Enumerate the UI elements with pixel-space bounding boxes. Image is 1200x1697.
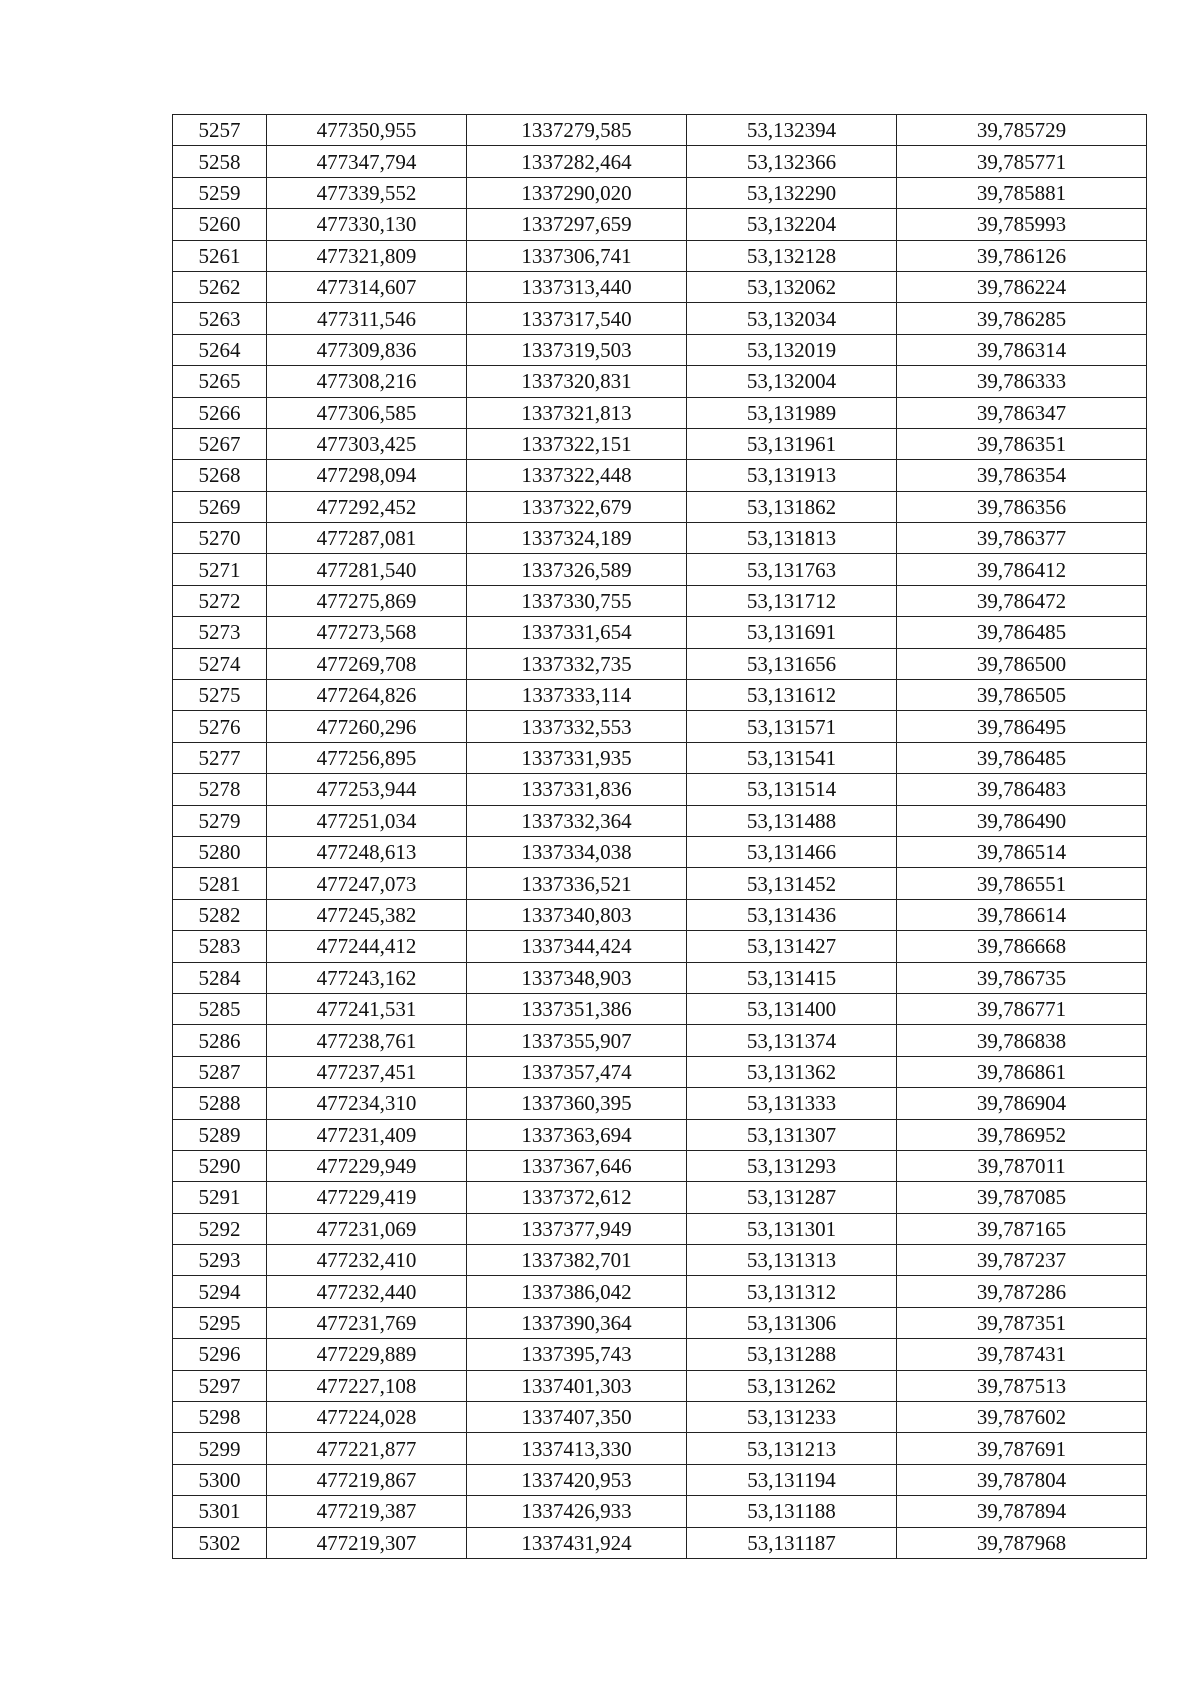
point-number-cell: 5275 <box>173 680 267 711</box>
x-coordinate-cell: 477231,409 <box>267 1119 467 1150</box>
table-row <box>173 742 1147 773</box>
longitude-cell: 39,786224 <box>897 271 1147 302</box>
y-coordinate-cell: 1337331,654 <box>467 617 687 648</box>
y-coordinate-cell: 1337279,585 <box>467 115 687 146</box>
y-coordinate-cell: 1337344,424 <box>467 931 687 962</box>
latitude-cell: 53,131712 <box>687 585 897 616</box>
table-row <box>173 1527 1147 1558</box>
longitude-cell: 39,786771 <box>897 993 1147 1024</box>
y-coordinate-cell: 1337363,694 <box>467 1119 687 1150</box>
point-number-cell: 5263 <box>173 303 267 334</box>
latitude-cell: 53,131287 <box>687 1182 897 1213</box>
y-coordinate-cell: 1337290,020 <box>467 177 687 208</box>
point-number-cell: 5291 <box>173 1182 267 1213</box>
table-row <box>173 1150 1147 1181</box>
x-coordinate-cell: 477273,568 <box>267 617 467 648</box>
longitude-cell: 39,786333 <box>897 366 1147 397</box>
latitude-cell: 53,131415 <box>687 962 897 993</box>
point-number-cell: 5264 <box>173 334 267 365</box>
x-coordinate-cell: 477309,836 <box>267 334 467 365</box>
latitude-cell: 53,131571 <box>687 711 897 742</box>
x-coordinate-cell: 477251,034 <box>267 805 467 836</box>
y-coordinate-cell: 1337322,151 <box>467 428 687 459</box>
x-coordinate-cell: 477281,540 <box>267 554 467 585</box>
y-coordinate-cell: 1337322,448 <box>467 460 687 491</box>
longitude-cell: 39,787513 <box>897 1370 1147 1401</box>
latitude-cell: 53,132062 <box>687 271 897 302</box>
x-coordinate-cell: 477232,410 <box>267 1245 467 1276</box>
x-coordinate-cell: 477219,387 <box>267 1496 467 1527</box>
longitude-cell: 39,785771 <box>897 146 1147 177</box>
y-coordinate-cell: 1337386,042 <box>467 1276 687 1307</box>
latitude-cell: 53,131541 <box>687 742 897 773</box>
x-coordinate-cell: 477247,073 <box>267 868 467 899</box>
y-coordinate-cell: 1337420,953 <box>467 1464 687 1495</box>
latitude-cell: 53,132394 <box>687 115 897 146</box>
point-number-cell: 5257 <box>173 115 267 146</box>
x-coordinate-cell: 477308,216 <box>267 366 467 397</box>
y-coordinate-cell: 1337382,701 <box>467 1245 687 1276</box>
y-coordinate-cell: 1337401,303 <box>467 1370 687 1401</box>
table-row <box>173 1276 1147 1307</box>
longitude-cell: 39,786551 <box>897 868 1147 899</box>
x-coordinate-cell: 477229,889 <box>267 1339 467 1370</box>
table-row <box>173 962 1147 993</box>
latitude-cell: 53,132128 <box>687 240 897 271</box>
x-coordinate-cell: 477234,310 <box>267 1088 467 1119</box>
x-coordinate-cell: 477264,826 <box>267 680 467 711</box>
longitude-cell: 39,786904 <box>897 1088 1147 1119</box>
longitude-cell: 39,786285 <box>897 303 1147 334</box>
latitude-cell: 53,131262 <box>687 1370 897 1401</box>
latitude-cell: 53,131913 <box>687 460 897 491</box>
table-row <box>173 899 1147 930</box>
point-number-cell: 5272 <box>173 585 267 616</box>
y-coordinate-cell: 1337367,646 <box>467 1150 687 1181</box>
table-row <box>173 1402 1147 1433</box>
point-number-cell: 5286 <box>173 1025 267 1056</box>
longitude-cell: 39,786614 <box>897 899 1147 930</box>
table-row <box>173 523 1147 554</box>
point-number-cell: 5287 <box>173 1056 267 1087</box>
longitude-cell: 39,787085 <box>897 1182 1147 1213</box>
longitude-cell: 39,786356 <box>897 491 1147 522</box>
longitude-cell: 39,786861 <box>897 1056 1147 1087</box>
x-coordinate-cell: 477260,296 <box>267 711 467 742</box>
point-number-cell: 5259 <box>173 177 267 208</box>
y-coordinate-cell: 1337357,474 <box>467 1056 687 1087</box>
latitude-cell: 53,131374 <box>687 1025 897 1056</box>
longitude-cell: 39,786472 <box>897 585 1147 616</box>
point-number-cell: 5269 <box>173 491 267 522</box>
table-row <box>173 585 1147 616</box>
longitude-cell: 39,786514 <box>897 836 1147 867</box>
latitude-cell: 53,131362 <box>687 1056 897 1087</box>
longitude-cell: 39,786500 <box>897 648 1147 679</box>
point-number-cell: 5281 <box>173 868 267 899</box>
point-number-cell: 5266 <box>173 397 267 428</box>
point-number-cell: 5267 <box>173 428 267 459</box>
table-row <box>173 146 1147 177</box>
latitude-cell: 53,131514 <box>687 774 897 805</box>
longitude-cell: 39,786347 <box>897 397 1147 428</box>
longitude-cell: 39,787351 <box>897 1307 1147 1338</box>
table-row <box>173 1119 1147 1150</box>
point-number-cell: 5273 <box>173 617 267 648</box>
longitude-cell: 39,786735 <box>897 962 1147 993</box>
point-number-cell: 5265 <box>173 366 267 397</box>
x-coordinate-cell: 477238,761 <box>267 1025 467 1056</box>
y-coordinate-cell: 1337390,364 <box>467 1307 687 1338</box>
y-coordinate-cell: 1337372,612 <box>467 1182 687 1213</box>
latitude-cell: 53,131301 <box>687 1213 897 1244</box>
coordinates-table-body <box>173 115 1147 1559</box>
table-row <box>173 271 1147 302</box>
longitude-cell: 39,787165 <box>897 1213 1147 1244</box>
longitude-cell: 39,785993 <box>897 209 1147 240</box>
latitude-cell: 53,132034 <box>687 303 897 334</box>
x-coordinate-cell: 477253,944 <box>267 774 467 805</box>
table-row <box>173 993 1147 1024</box>
longitude-cell: 39,786351 <box>897 428 1147 459</box>
table-row <box>173 931 1147 962</box>
point-number-cell: 5282 <box>173 899 267 930</box>
table-row <box>173 554 1147 585</box>
point-number-cell: 5261 <box>173 240 267 271</box>
x-coordinate-cell: 477347,794 <box>267 146 467 177</box>
table-row <box>173 460 1147 491</box>
latitude-cell: 53,131691 <box>687 617 897 648</box>
x-coordinate-cell: 477311,546 <box>267 303 467 334</box>
latitude-cell: 53,131188 <box>687 1496 897 1527</box>
table-row <box>173 1464 1147 1495</box>
longitude-cell: 39,787968 <box>897 1527 1147 1558</box>
x-coordinate-cell: 477245,382 <box>267 899 467 930</box>
x-coordinate-cell: 477339,552 <box>267 177 467 208</box>
longitude-cell: 39,786314 <box>897 334 1147 365</box>
table-row <box>173 805 1147 836</box>
longitude-cell: 39,786505 <box>897 680 1147 711</box>
x-coordinate-cell: 477227,108 <box>267 1370 467 1401</box>
point-number-cell: 5274 <box>173 648 267 679</box>
longitude-cell: 39,786495 <box>897 711 1147 742</box>
y-coordinate-cell: 1337426,933 <box>467 1496 687 1527</box>
point-number-cell: 5294 <box>173 1276 267 1307</box>
y-coordinate-cell: 1337306,741 <box>467 240 687 271</box>
latitude-cell: 53,131313 <box>687 1245 897 1276</box>
longitude-cell: 39,786668 <box>897 931 1147 962</box>
longitude-cell: 39,786126 <box>897 240 1147 271</box>
latitude-cell: 53,132290 <box>687 177 897 208</box>
y-coordinate-cell: 1337331,935 <box>467 742 687 773</box>
point-number-cell: 5258 <box>173 146 267 177</box>
latitude-cell: 53,131312 <box>687 1276 897 1307</box>
x-coordinate-cell: 477241,531 <box>267 993 467 1024</box>
table-row <box>173 711 1147 742</box>
x-coordinate-cell: 477231,069 <box>267 1213 467 1244</box>
latitude-cell: 53,131293 <box>687 1150 897 1181</box>
latitude-cell: 53,131961 <box>687 428 897 459</box>
point-number-cell: 5271 <box>173 554 267 585</box>
point-number-cell: 5278 <box>173 774 267 805</box>
table-row <box>173 774 1147 805</box>
y-coordinate-cell: 1337395,743 <box>467 1339 687 1370</box>
latitude-cell: 53,131466 <box>687 836 897 867</box>
y-coordinate-cell: 1337326,589 <box>467 554 687 585</box>
table-row <box>173 303 1147 334</box>
point-number-cell: 5283 <box>173 931 267 962</box>
table-row <box>173 177 1147 208</box>
y-coordinate-cell: 1337334,038 <box>467 836 687 867</box>
x-coordinate-cell: 477219,867 <box>267 1464 467 1495</box>
table-row <box>173 1370 1147 1401</box>
point-number-cell: 5289 <box>173 1119 267 1150</box>
table-row <box>173 366 1147 397</box>
point-number-cell: 5301 <box>173 1496 267 1527</box>
latitude-cell: 53,131233 <box>687 1402 897 1433</box>
table-row <box>173 648 1147 679</box>
longitude-cell: 39,787691 <box>897 1433 1147 1464</box>
x-coordinate-cell: 477221,877 <box>267 1433 467 1464</box>
y-coordinate-cell: 1337320,831 <box>467 366 687 397</box>
x-coordinate-cell: 477298,094 <box>267 460 467 491</box>
y-coordinate-cell: 1337330,755 <box>467 585 687 616</box>
x-coordinate-cell: 477248,613 <box>267 836 467 867</box>
x-coordinate-cell: 477224,028 <box>267 1402 467 1433</box>
latitude-cell: 53,132204 <box>687 209 897 240</box>
latitude-cell: 53,131306 <box>687 1307 897 1338</box>
latitude-cell: 53,132019 <box>687 334 897 365</box>
longitude-cell: 39,785729 <box>897 115 1147 146</box>
longitude-cell: 39,786952 <box>897 1119 1147 1150</box>
y-coordinate-cell: 1337331,836 <box>467 774 687 805</box>
latitude-cell: 53,132366 <box>687 146 897 177</box>
latitude-cell: 53,131989 <box>687 397 897 428</box>
x-coordinate-cell: 477275,869 <box>267 585 467 616</box>
latitude-cell: 53,131436 <box>687 899 897 930</box>
y-coordinate-cell: 1337282,464 <box>467 146 687 177</box>
longitude-cell: 39,786412 <box>897 554 1147 585</box>
latitude-cell: 53,131427 <box>687 931 897 962</box>
table-row <box>173 209 1147 240</box>
y-coordinate-cell: 1337348,903 <box>467 962 687 993</box>
table-row <box>173 1213 1147 1244</box>
x-coordinate-cell: 477292,452 <box>267 491 467 522</box>
y-coordinate-cell: 1337321,813 <box>467 397 687 428</box>
point-number-cell: 5295 <box>173 1307 267 1338</box>
point-number-cell: 5288 <box>173 1088 267 1119</box>
latitude-cell: 53,132004 <box>687 366 897 397</box>
table-row <box>173 680 1147 711</box>
table-row <box>173 868 1147 899</box>
table-row <box>173 491 1147 522</box>
y-coordinate-cell: 1337297,659 <box>467 209 687 240</box>
table-row <box>173 428 1147 459</box>
y-coordinate-cell: 1337322,679 <box>467 491 687 522</box>
longitude-cell: 39,787286 <box>897 1276 1147 1307</box>
latitude-cell: 53,131333 <box>687 1088 897 1119</box>
x-coordinate-cell: 477269,708 <box>267 648 467 679</box>
longitude-cell: 39,786354 <box>897 460 1147 491</box>
point-number-cell: 5285 <box>173 993 267 1024</box>
latitude-cell: 53,131813 <box>687 523 897 554</box>
table-row <box>173 617 1147 648</box>
x-coordinate-cell: 477256,895 <box>267 742 467 773</box>
latitude-cell: 53,131187 <box>687 1527 897 1558</box>
longitude-cell: 39,787011 <box>897 1150 1147 1181</box>
y-coordinate-cell: 1337319,503 <box>467 334 687 365</box>
y-coordinate-cell: 1337377,949 <box>467 1213 687 1244</box>
point-number-cell: 5296 <box>173 1339 267 1370</box>
longitude-cell: 39,786485 <box>897 742 1147 773</box>
table-row <box>173 397 1147 428</box>
latitude-cell: 53,131452 <box>687 868 897 899</box>
point-number-cell: 5290 <box>173 1150 267 1181</box>
x-coordinate-cell: 477306,585 <box>267 397 467 428</box>
y-coordinate-cell: 1337336,521 <box>467 868 687 899</box>
point-number-cell: 5299 <box>173 1433 267 1464</box>
longitude-cell: 39,787804 <box>897 1464 1147 1495</box>
longitude-cell: 39,786377 <box>897 523 1147 554</box>
y-coordinate-cell: 1337313,440 <box>467 271 687 302</box>
y-coordinate-cell: 1337332,364 <box>467 805 687 836</box>
x-coordinate-cell: 477314,607 <box>267 271 467 302</box>
table-row <box>173 1088 1147 1119</box>
table-row <box>173 1245 1147 1276</box>
latitude-cell: 53,131288 <box>687 1339 897 1370</box>
y-coordinate-cell: 1337351,386 <box>467 993 687 1024</box>
table-row <box>173 1433 1147 1464</box>
table-row <box>173 1339 1147 1370</box>
latitude-cell: 53,131194 <box>687 1464 897 1495</box>
x-coordinate-cell: 477229,419 <box>267 1182 467 1213</box>
y-coordinate-cell: 1337340,803 <box>467 899 687 930</box>
table-row <box>173 1056 1147 1087</box>
x-coordinate-cell: 477237,451 <box>267 1056 467 1087</box>
point-number-cell: 5298 <box>173 1402 267 1433</box>
x-coordinate-cell: 477243,162 <box>267 962 467 993</box>
latitude-cell: 53,131612 <box>687 680 897 711</box>
table-row <box>173 836 1147 867</box>
x-coordinate-cell: 477321,809 <box>267 240 467 271</box>
y-coordinate-cell: 1337407,350 <box>467 1402 687 1433</box>
table-row <box>173 240 1147 271</box>
x-coordinate-cell: 477330,130 <box>267 209 467 240</box>
coordinates-table <box>172 114 1147 1559</box>
x-coordinate-cell: 477232,440 <box>267 1276 467 1307</box>
latitude-cell: 53,131656 <box>687 648 897 679</box>
table-row <box>173 1496 1147 1527</box>
point-number-cell: 5300 <box>173 1464 267 1495</box>
y-coordinate-cell: 1337431,924 <box>467 1527 687 1558</box>
latitude-cell: 53,131862 <box>687 491 897 522</box>
point-number-cell: 5293 <box>173 1245 267 1276</box>
point-number-cell: 5284 <box>173 962 267 993</box>
point-number-cell: 5270 <box>173 523 267 554</box>
longitude-cell: 39,787894 <box>897 1496 1147 1527</box>
table-row <box>173 1307 1147 1338</box>
y-coordinate-cell: 1337355,907 <box>467 1025 687 1056</box>
point-number-cell: 5297 <box>173 1370 267 1401</box>
point-number-cell: 5268 <box>173 460 267 491</box>
longitude-cell: 39,785881 <box>897 177 1147 208</box>
y-coordinate-cell: 1337413,330 <box>467 1433 687 1464</box>
point-number-cell: 5302 <box>173 1527 267 1558</box>
point-number-cell: 5292 <box>173 1213 267 1244</box>
x-coordinate-cell: 477350,955 <box>267 115 467 146</box>
x-coordinate-cell: 477287,081 <box>267 523 467 554</box>
longitude-cell: 39,786490 <box>897 805 1147 836</box>
latitude-cell: 53,131213 <box>687 1433 897 1464</box>
y-coordinate-cell: 1337324,189 <box>467 523 687 554</box>
table-row <box>173 1182 1147 1213</box>
longitude-cell: 39,787431 <box>897 1339 1147 1370</box>
point-number-cell: 5279 <box>173 805 267 836</box>
x-coordinate-cell: 477219,307 <box>267 1527 467 1558</box>
x-coordinate-cell: 477229,949 <box>267 1150 467 1181</box>
longitude-cell: 39,786838 <box>897 1025 1147 1056</box>
longitude-cell: 39,787602 <box>897 1402 1147 1433</box>
y-coordinate-cell: 1337317,540 <box>467 303 687 334</box>
latitude-cell: 53,131307 <box>687 1119 897 1150</box>
y-coordinate-cell: 1337332,735 <box>467 648 687 679</box>
table-row <box>173 334 1147 365</box>
point-number-cell: 5262 <box>173 271 267 302</box>
x-coordinate-cell: 477303,425 <box>267 428 467 459</box>
x-coordinate-cell: 477231,769 <box>267 1307 467 1338</box>
point-number-cell: 5280 <box>173 836 267 867</box>
point-number-cell: 5277 <box>173 742 267 773</box>
point-number-cell: 5260 <box>173 209 267 240</box>
latitude-cell: 53,131488 <box>687 805 897 836</box>
y-coordinate-cell: 1337360,395 <box>467 1088 687 1119</box>
latitude-cell: 53,131763 <box>687 554 897 585</box>
y-coordinate-cell: 1337333,114 <box>467 680 687 711</box>
x-coordinate-cell: 477244,412 <box>267 931 467 962</box>
point-number-cell: 5276 <box>173 711 267 742</box>
table-row <box>173 1025 1147 1056</box>
longitude-cell: 39,787237 <box>897 1245 1147 1276</box>
longitude-cell: 39,786483 <box>897 774 1147 805</box>
longitude-cell: 39,786485 <box>897 617 1147 648</box>
table-row <box>173 115 1147 146</box>
latitude-cell: 53,131400 <box>687 993 897 1024</box>
y-coordinate-cell: 1337332,553 <box>467 711 687 742</box>
